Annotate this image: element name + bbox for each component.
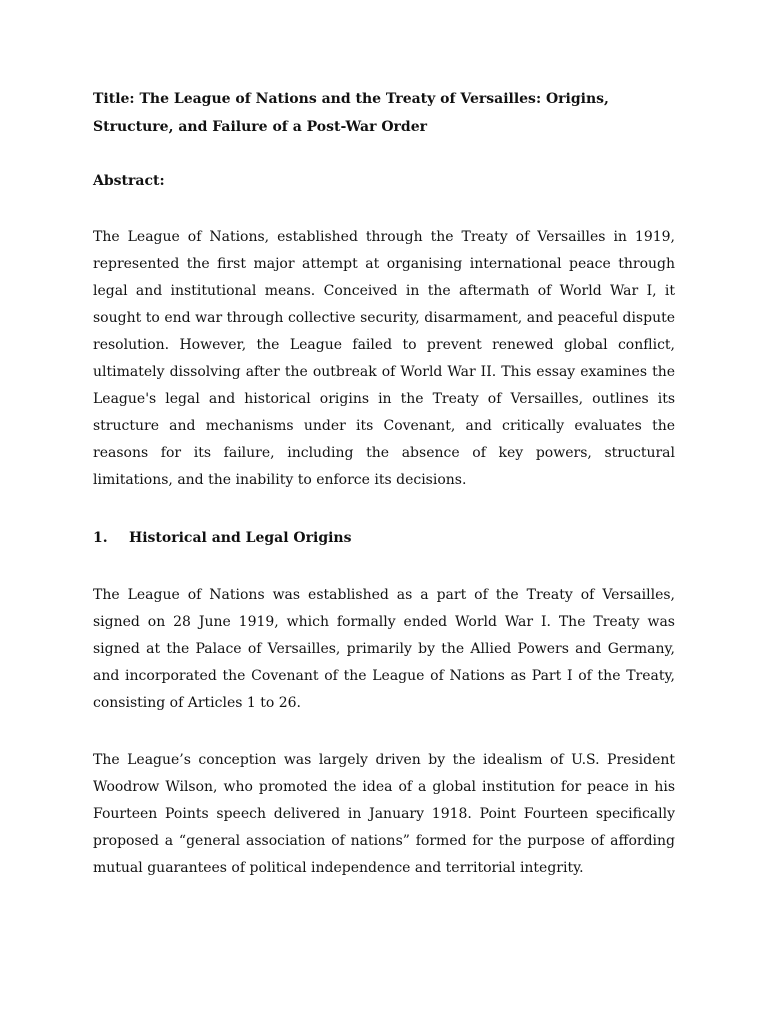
section-title: Historical and Legal Origins [129, 530, 352, 546]
document-title: Title: The League of Nations and the Treaty of Versailles: Origins, Structure, and Failure of a Post-War Order [93, 91, 609, 135]
abstract-heading: Abstract: [93, 173, 165, 189]
body-paragraph: The League of Nations was established as a part of the Treaty of Versailles, signed on 28 June 1919, which formally ended World War I. The Treaty was signed at the Palace of Versailles, primarily by the Allied Powers and Germany, and incorporated the Covenant of the League of Nations as Part I of the Treaty, consisting of Articles 1 to 26. [93, 587, 675, 711]
section-heading [93, 525, 675, 552]
abstract-paragraph: The League of Nations, established through the Treaty of Versailles in 1919, represented the first major attempt at organising international peace through legal and institutional means. Conceived in the aftermath of World War I, it sought to end war through collective security, disarmament, and peaceful dispute resolution. However, the League failed to prevent renewed global conflict, ultimately dissolving after the outbreak of World War II. This essay examines the League's legal and historical origins in the Treaty of Versailles, outlines its structure and mechanisms under its Covenant, and critically evaluates the reasons for its failure, including the absence of key powers, structural limitations, and the inability to enforce its decisions. [93, 229, 675, 488]
document-body [93, 86, 675, 882]
body-paragraph: The League’s conception was largely driven by the idealism of U.S. President Woodrow Wilson, who promoted the idea of a global institution for peace in his Fourteen Points speech delivered in January 1918. Point Fourteen specifically proposed a “general association of nations” formed for the purpose of affording mutual guarantees of political independence and territorial integrity. [93, 752, 675, 876]
section-number: 1. [93, 530, 108, 546]
